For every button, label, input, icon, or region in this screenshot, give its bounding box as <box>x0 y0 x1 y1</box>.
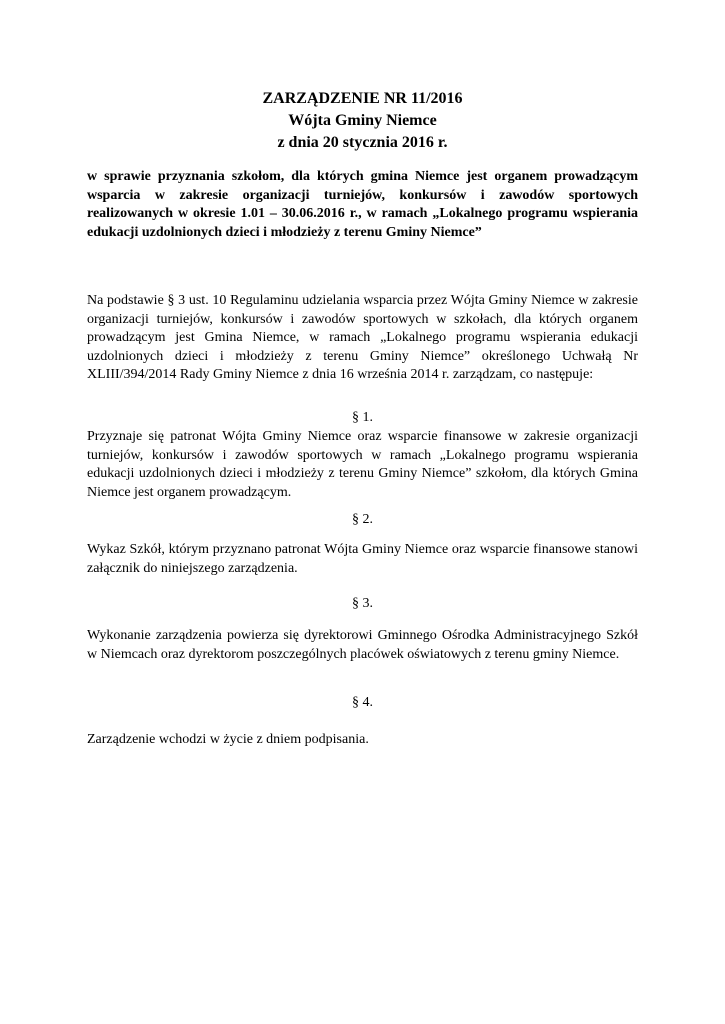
document-subject: w sprawie przyznania szkołom, dla których gmina Niemce jest organem prowadzącym wsparcia w zakresie organizacji turniejów, konkursów i zawodów sportowych realizowanych w okresie 1.01 – 30.06.2016 r., w ramach „Lokalnego programu wspierania edukacji uzdolnionych dzieci i młodzieży z terenu Gminy Niemce” <box>87 169 638 240</box>
section-4-sign: § 4. <box>352 695 373 710</box>
document-issuer: Wójta Gminy Niemce <box>288 112 437 129</box>
document-date: z dnia 20 stycznia 2016 r. <box>277 134 448 151</box>
document-title: ZARZĄDZENIE NR 11/2016 <box>262 90 463 107</box>
section-4-text: Zarządzenie wchodzi w życie z dniem podpisania. <box>87 732 369 747</box>
section-1-sign: § 1. <box>352 410 373 425</box>
document-header <box>0 88 725 154</box>
section-2-sign: § 2. <box>352 512 373 527</box>
section-2-text: Wykaz Szkół, którym przyznano patronat Wójta Gminy Niemce oraz wsparcie finansowe stanowi załącznik do niniejszego zarządzenia. <box>87 542 638 576</box>
section-1-text: Przyznaje się patronat Wójta Gminy Niemce oraz wsparcie finansowe w zakresie organizacji turniejów, konkursów i zawodów sportowych w ramach „Lokalnego programu wspierania edukacji uzdolnionych dzieci i młodzieży z terenu Gminy Niemce” szkołom, dla których Gmina Niemce jest organem prowadzącym. <box>87 429 638 500</box>
section-3-text: Wykonanie zarządzenia powierza się dyrektorowi Gminnego Ośrodka Administracyjnego Szkół w Niemcach oraz dyrektorom poszczególnych placówek oświatowych z terenu gminy Niemce. <box>87 628 638 662</box>
preamble-paragraph: Na podstawie § 3 ust. 10 Regulaminu udzielania wsparcia przez Wójta Gminy Niemce w zakresie organizacji turniejów, konkursów i zawodów sportowych w szkołach, dla których organem prowadzącym jest Gmina Niemce, w ramach „Lokalnego programu wspierania edukacji uzdolnionych dzieci i młodzieży z terenu Gminy Niemce” określonego Uchwałą Nr XLIII/394/2014 Rady Gminy Niemce z dnia 16 września 2014 r. zarządzam, co następuje: <box>87 293 638 383</box>
section-3-sign: § 3. <box>352 596 373 611</box>
